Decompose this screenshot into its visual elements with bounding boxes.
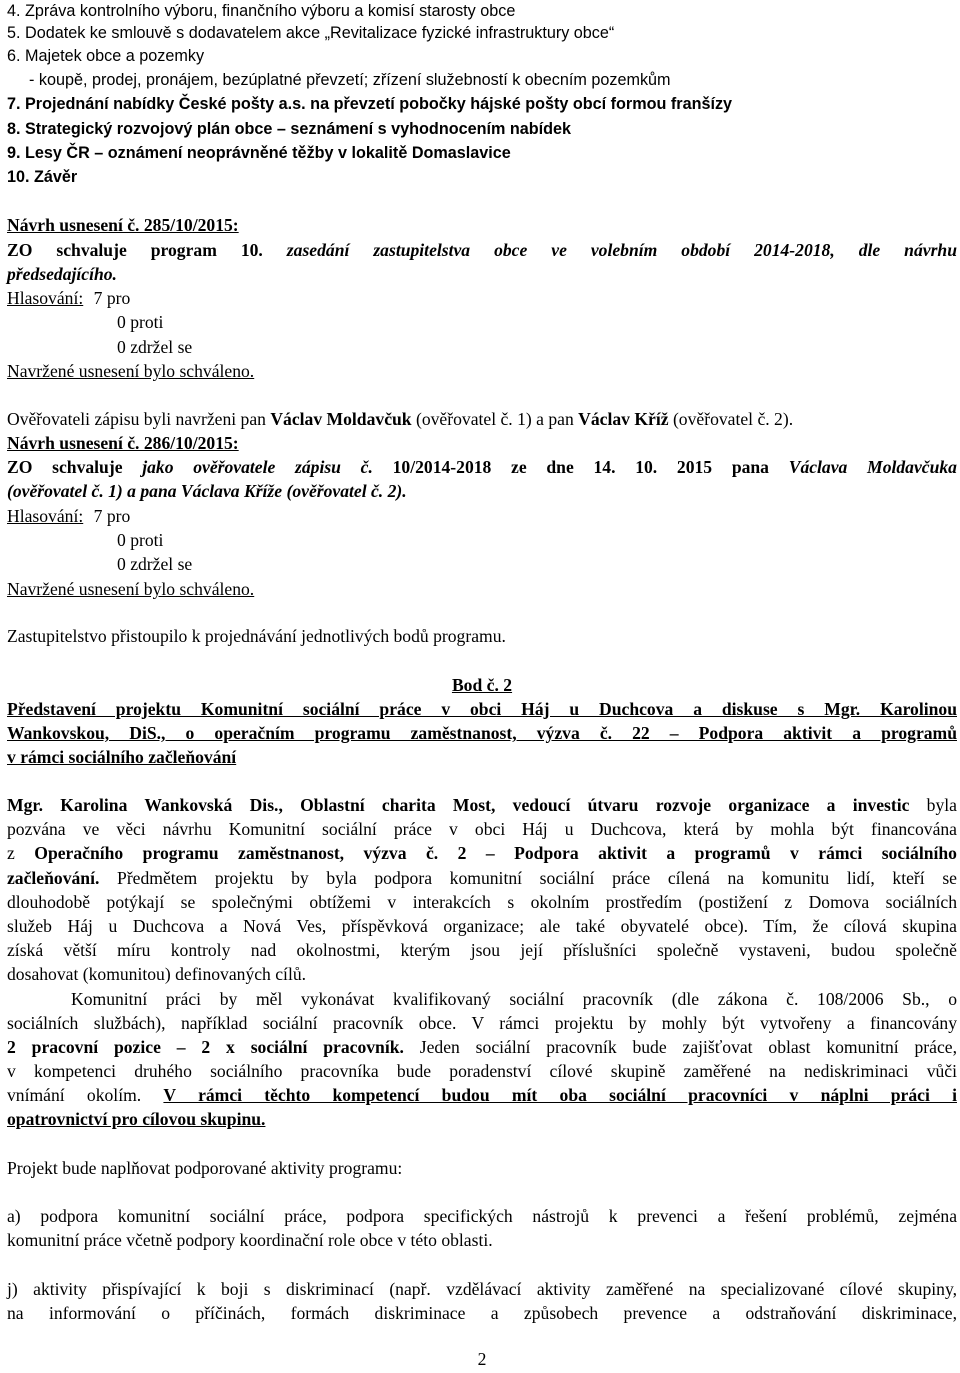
vote-pro: 7 pro xyxy=(93,288,131,308)
para1-line3-prefix: z xyxy=(7,843,35,863)
para1-line1 xyxy=(7,794,957,816)
resolution-286-text xyxy=(7,456,957,478)
para2-line1: Komunitní práci by měl vykonávat kvalifikovaný sociální pracovník (dle zákona č. 108/2006 Sb., o xyxy=(71,989,957,1009)
bod-2-heading-line-1: Představení projektu Komunitní sociální práce v obci Háj u Duchcova a diskuse s Mgr. Karolinou xyxy=(7,699,957,719)
verifiers-text-3: (ověřovatel č. 2). xyxy=(668,409,794,429)
vote-proti: 0 proti xyxy=(117,312,164,332)
agenda-item-5: 5. Dodatek ke smlouvě s dodavatelem akce „Revitalizace fyzické infrastruktury obce“ xyxy=(7,24,615,42)
verifiers-text-1: Ověřovateli zápisu byli navrženi pan xyxy=(7,409,271,429)
resolution-285-text-c: předsedajícího. xyxy=(7,264,117,284)
para1-line6: služeb Háj u Duchcova a Nová Ves, příspěvková organizace; ale také obyvatelé obce). Tím, že cílová skupina xyxy=(7,916,957,936)
agenda-item-8: 8. Strategický rozvojový plán obce – seznámení s vyhodnocením nabídek xyxy=(7,120,572,138)
bod-2-heading-line-2: Wankovskou, DiS., o operačním programu zaměstnanost, výzva č. 22 – Podpora aktivit a programů xyxy=(7,723,957,743)
activity-a-line2: komunitní práce včetně podpory koordinační role obce v této oblasti. xyxy=(7,1230,493,1250)
agenda-item-4: 4. Zpráva kontrolního výboru, finančního výboru a komisí starosty obce xyxy=(7,2,516,20)
para1-line4-rest: Předmětem projektu by byla podpora komunitní sociální práce cílená na komunitu lidí, kteří se xyxy=(99,868,957,888)
agenda-item-9: 9. Lesy ČR – oznámení neoprávněné těžby v lokalitě Domaslavice xyxy=(7,144,511,162)
agenda-item-7: 7. Projednání nabídky České pošty a.s. na převzetí pobočky hájské pošty obcí formou franšízy xyxy=(7,95,733,113)
para1-line1-rest: byla xyxy=(909,795,957,815)
verifier-name-1: Václav Moldavčuk xyxy=(270,409,412,429)
vote-proti: 0 proti xyxy=(117,530,164,550)
para1-line3 xyxy=(7,842,957,864)
verifier-name-2: Václav Kříž xyxy=(578,409,669,429)
bod-2-heading-line-3: v rámci sociálního začleňování xyxy=(7,747,237,767)
para1-program-name: Operačního programu zaměstnanost, výzva č. 2 – Podpora aktivit a programů v rámci sociálního xyxy=(34,843,957,863)
resolution-285-heading: Návrh usnesení č. 285/10/2015: xyxy=(7,215,239,235)
para1-line8: dosahovat (komunitou) definovaných cílů. xyxy=(7,964,307,984)
resolution-285-text-a: ZO schvaluje program 10. xyxy=(7,240,263,260)
para2-line5-prefix: vnímání okolím. xyxy=(7,1085,164,1105)
para2-line5 xyxy=(7,1084,957,1106)
resolution-285-text xyxy=(7,239,957,261)
para2-positions: 2 pracovní pozice – 2 x sociální pracovník. xyxy=(7,1037,404,1057)
vote-zdrzel: 0 zdržel se xyxy=(117,337,193,357)
para2-line6: opatrovnictví pro cílovou skupinu. xyxy=(7,1109,266,1129)
agenda-item-6: 6. Majetek obce a pozemky xyxy=(7,47,205,65)
resolution-286-seg-2: jako ověřovatele zápisu č. xyxy=(142,457,373,477)
resolution-285-vote xyxy=(7,287,130,309)
para2-emphasis: V rámci těchto kompetencí budou mít oba sociální pracovníci v náplni práci i xyxy=(163,1085,957,1105)
activity-j-line2: na informování o příčinách, formách diskriminace a způsobech prevence a odstraňování diskriminace, xyxy=(7,1303,957,1323)
para1-line7: získá větší míru kontroly nad okolnostmi, kterým jsou její příslušníci společně vystaveni, budou společně xyxy=(7,940,957,960)
resolution-286-seg-4: Václava Moldavčuka xyxy=(788,457,957,477)
resolution-286-seg-3: 10/2014-2018 ze dne 14. 10. 2015 pana xyxy=(392,457,769,477)
activity-j-line1: j) aktivity přispívající k boji s diskriminací (např. vzdělávací aktivity zaměřené na specializované cílové skupiny, xyxy=(7,1279,957,1299)
resolution-286-result: Navržené usnesení bylo schváleno. xyxy=(7,579,255,599)
vote-pro: 7 pro xyxy=(93,506,131,526)
vote-zdrzel: 0 zdržel se xyxy=(117,554,193,574)
para1-line2: pozvána ve věci návrhu Komunitní sociální práce v obci Háj u Duchcova, která by mohla být financována xyxy=(7,819,957,839)
para2-line4: v kompetenci druhého sociálního pracovníka bude poradenství cílové skupině zaměřené na nediskriminaci vůči xyxy=(7,1061,957,1081)
vote-label: Hlasování: xyxy=(7,506,84,526)
para1-program-name-end: začleňování. xyxy=(7,868,100,888)
resolution-286-heading: Návrh usnesení č. 286/10/2015: xyxy=(7,433,239,453)
para1-line5: dlouhodobě potýkají se společnými obtížemi v interakcích s okolním prostředím (postižení z Domova sociálních xyxy=(7,892,957,912)
para2-line3-rest: Jeden sociální pracovník bude zajišťovat oblast komunitní práce, xyxy=(403,1037,957,1057)
resolution-286-seg-1: ZO schvaluje xyxy=(7,457,123,477)
transition-text: Zastupitelstvo přistoupilo k projednávání jednotlivých bodů programu. xyxy=(7,626,506,646)
activity-a-line1: a) podpora komunitní sociální práce, podpora specifických nástrojů k prevenci a řešení problémů, zejména xyxy=(7,1206,957,1226)
para1-line4 xyxy=(7,867,957,889)
bod-2-title: Bod č. 2 xyxy=(451,675,513,695)
para2-line3 xyxy=(7,1036,957,1058)
resolution-285-result: Navržené usnesení bylo schváleno. xyxy=(7,361,255,381)
agenda-item-6-sub: - koupě, prodej, pronájem, bezúplatné převzetí; zřízení služebností k obecním pozemkům xyxy=(29,71,671,89)
resolution-286-vote xyxy=(7,505,130,527)
para1-speaker: Mgr. Karolina Wankovská Dis., Oblastní charita Most, vedoucí útvaru rozvoje organizace a investic xyxy=(7,795,910,815)
resolution-285-text-b: zasedání zastupitelstva obce ve volebním období 2014-2018, dle návrhu xyxy=(286,240,957,260)
verifiers-line xyxy=(7,408,793,430)
page-number: 2 xyxy=(477,1349,487,1369)
agenda-item-10: 10. Závěr xyxy=(7,168,78,186)
vote-label: Hlasování: xyxy=(7,288,84,308)
resolution-286-line2: (ověřovatel č. 1) a pana Václava Kříže (ověřovatel č. 2). xyxy=(7,481,407,501)
verifiers-text-2: (ověřovatel č. 1) a pan xyxy=(411,409,579,429)
para3: Projekt bude naplňovat podporované aktivity programu: xyxy=(7,1158,403,1178)
para2-line2: sociálních službách), například sociální pracovník obce. V rámci projektu by mohly být vytvořeny a financovány xyxy=(7,1013,957,1033)
